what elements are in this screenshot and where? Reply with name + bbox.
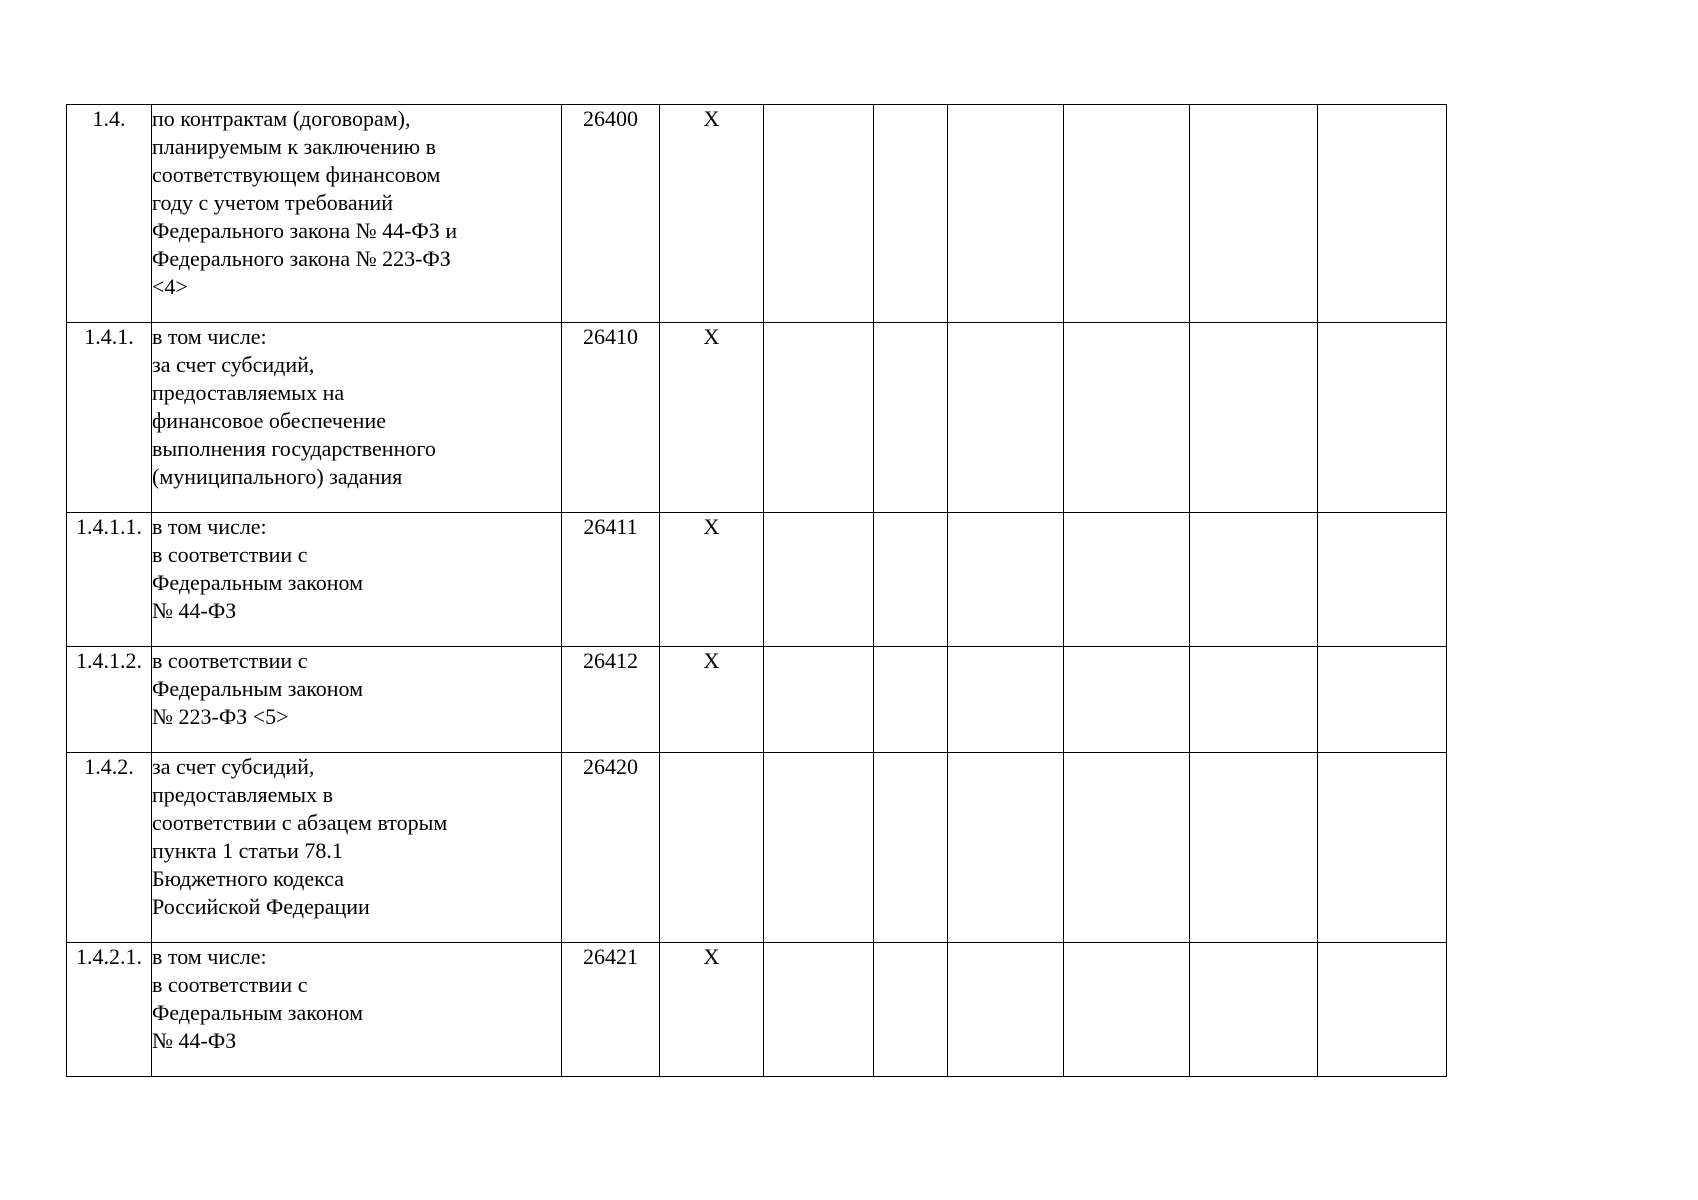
description-line: финансовое обеспечение [152, 408, 386, 433]
row-mark: X [660, 513, 764, 647]
empty-value-cell [1064, 943, 1190, 1077]
description-line: за счет субсидий, [152, 352, 315, 377]
row-description [152, 105, 562, 323]
description-line: № 44-ФЗ [152, 598, 237, 623]
row-description [152, 943, 562, 1077]
description-line: в соответствии с [152, 542, 308, 567]
empty-value-cell [874, 513, 948, 647]
table-row [67, 105, 1447, 323]
description-line: № 44-ФЗ [152, 1028, 237, 1053]
row-description [152, 647, 562, 753]
description-line: Федерального закона № 44-ФЗ и [152, 218, 458, 243]
description-line: в том числе: [152, 944, 267, 969]
empty-value-cell [1064, 513, 1190, 647]
description-line: в том числе: [152, 324, 267, 349]
description-line: соответствующем финансовом [152, 162, 441, 187]
row-number: 1.4.2. [67, 753, 152, 943]
empty-value-cell [1190, 105, 1318, 323]
empty-value-cell [948, 105, 1064, 323]
empty-value-cell [764, 513, 874, 647]
empty-value-cell [764, 105, 874, 323]
empty-value-cell [874, 105, 948, 323]
empty-value-cell [1318, 513, 1447, 647]
empty-value-cell [1064, 323, 1190, 513]
row-code: 26410 [562, 323, 660, 513]
row-number: 1.4.2.1. [67, 943, 152, 1077]
empty-value-cell [1318, 943, 1447, 1077]
empty-value-cell [764, 753, 874, 943]
row-mark [660, 753, 764, 943]
description-line: Бюджетного кодекса [152, 866, 345, 891]
table-row [67, 323, 1447, 513]
description-line: Федеральным законом [152, 1000, 364, 1025]
description-line: планируемым к заключению в [152, 134, 436, 159]
empty-value-cell [948, 647, 1064, 753]
description-line: Федеральным законом [152, 676, 364, 701]
description-line: в соответствии с [152, 648, 308, 673]
empty-value-cell [948, 943, 1064, 1077]
description-line: предоставляемых на [152, 380, 345, 405]
empty-value-cell [764, 323, 874, 513]
empty-value-cell [1318, 647, 1447, 753]
description-line: Федерального закона № 223-ФЗ [152, 246, 451, 271]
empty-value-cell [1064, 753, 1190, 943]
empty-value-cell [1190, 323, 1318, 513]
empty-value-cell [1190, 647, 1318, 753]
empty-value-cell [948, 753, 1064, 943]
description-line: <4> [152, 274, 188, 299]
empty-value-cell [948, 323, 1064, 513]
row-description [152, 753, 562, 943]
description-line: соответствии с абзацем вторым [152, 810, 448, 835]
empty-value-cell [874, 753, 948, 943]
row-number: 1.4.1. [67, 323, 152, 513]
row-code: 26420 [562, 753, 660, 943]
empty-value-cell [764, 647, 874, 753]
empty-value-cell [1064, 105, 1190, 323]
description-line: Федеральным законом [152, 570, 364, 595]
row-number: 1.4.1.1. [67, 513, 152, 647]
empty-value-cell [1190, 943, 1318, 1077]
empty-value-cell [948, 513, 1064, 647]
empty-value-cell [1064, 647, 1190, 753]
empty-value-cell [764, 943, 874, 1077]
table-body [67, 105, 1447, 1077]
description-line: № 223-ФЗ <5> [152, 704, 289, 729]
description-line: Российской Федерации [152, 894, 370, 919]
row-number: 1.4. [67, 105, 152, 323]
row-mark: X [660, 943, 764, 1077]
description-line: по контрактам (договорам), [152, 106, 411, 131]
description-line: в соответствии с [152, 972, 308, 997]
row-description [152, 323, 562, 513]
row-code: 26411 [562, 513, 660, 647]
row-code: 26412 [562, 647, 660, 753]
row-number: 1.4.1.2. [67, 647, 152, 753]
description-line: (муниципального) задания [152, 464, 403, 489]
row-code: 26400 [562, 105, 660, 323]
empty-value-cell [874, 943, 948, 1077]
description-line: году с учетом требований [152, 190, 393, 215]
description-line: выполнения государственного [152, 436, 436, 461]
table-row [67, 513, 1447, 647]
empty-value-cell [1318, 323, 1447, 513]
table-row [67, 943, 1447, 1077]
budget-table [66, 104, 1447, 1077]
row-code: 26421 [562, 943, 660, 1077]
empty-value-cell [874, 323, 948, 513]
row-mark: X [660, 323, 764, 513]
empty-value-cell [1318, 105, 1447, 323]
table-row [67, 753, 1447, 943]
empty-value-cell [874, 647, 948, 753]
row-description [152, 513, 562, 647]
empty-value-cell [1318, 753, 1447, 943]
description-line: за счет субсидий, [152, 754, 315, 779]
row-mark: X [660, 105, 764, 323]
empty-value-cell [1190, 513, 1318, 647]
row-mark: X [660, 647, 764, 753]
description-line: пункта 1 статьи 78.1 [152, 838, 343, 863]
description-line: предоставляемых в [152, 782, 333, 807]
empty-value-cell [1190, 753, 1318, 943]
description-line: в том числе: [152, 514, 267, 539]
table-row [67, 647, 1447, 753]
